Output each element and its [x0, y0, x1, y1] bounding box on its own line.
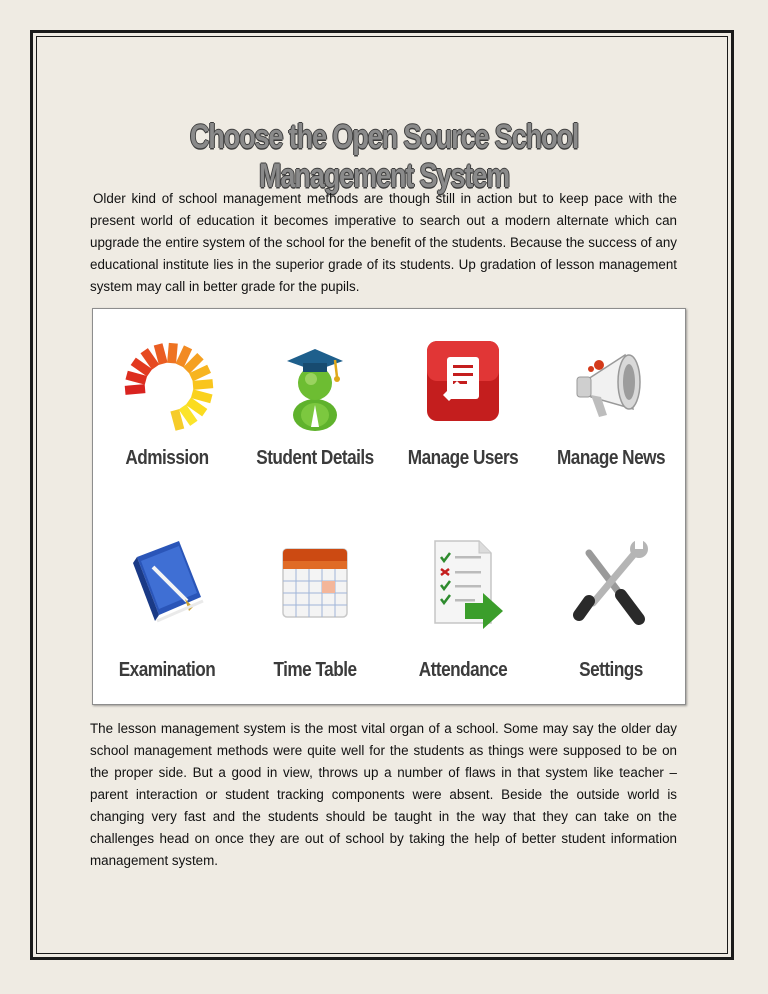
module-examination — [93, 517, 241, 707]
module-settings — [537, 517, 685, 707]
module-label: Admission — [125, 447, 209, 469]
tools-icon — [561, 531, 661, 631]
admission-gauge-icon — [117, 331, 217, 431]
module-label: Time Table — [273, 659, 357, 681]
module-label: Examination — [118, 659, 216, 681]
module-label: Manage News — [556, 447, 666, 469]
intro-paragraph: Older kind of school management methods are though still in action but to keep pace with the present world of education it becomes imperative to search out a modern alternate which can upgrade the entire system of the school for the benefit of the students. Because the success of any educational institute lies in the superior grade of its students. Up gradation of lesson management system may call in better grade for the pupils. — [90, 191, 677, 294]
module-label: Attendance — [418, 659, 508, 681]
graduate-icon — [265, 331, 365, 431]
module-manage-news — [537, 317, 685, 507]
body-paragraph: The lesson management system is the most vital organ of a school. Some may say the older day school management methods were quite well for the students as things were supposed to be on the proper side. But a good in view, throws up a number of flaws in that system like teacher – parent interaction or student tracking components were absent. Beside the outside world is changing very fast and the students should be taught in the way that they can take on the challenges head on once they are out of school by taking the help of better student information management system. — [90, 721, 677, 868]
module-attendance — [389, 517, 537, 707]
module-label: Manage Users — [407, 447, 519, 469]
page-title: Choose the Open Source School Management System — [189, 118, 579, 195]
checklist-icon — [413, 531, 513, 631]
modules-graphic — [92, 308, 686, 705]
module-label: Student Details — [256, 447, 374, 469]
book-pen-icon — [117, 531, 217, 631]
megaphone-icon — [561, 331, 661, 431]
module-admission — [93, 317, 241, 507]
module-student-details — [241, 317, 389, 507]
manage-users-icon — [413, 331, 513, 431]
module-label: Settings — [579, 659, 643, 681]
module-time-table — [241, 517, 389, 707]
calendar-icon — [265, 531, 365, 631]
module-manage-users — [389, 317, 537, 507]
